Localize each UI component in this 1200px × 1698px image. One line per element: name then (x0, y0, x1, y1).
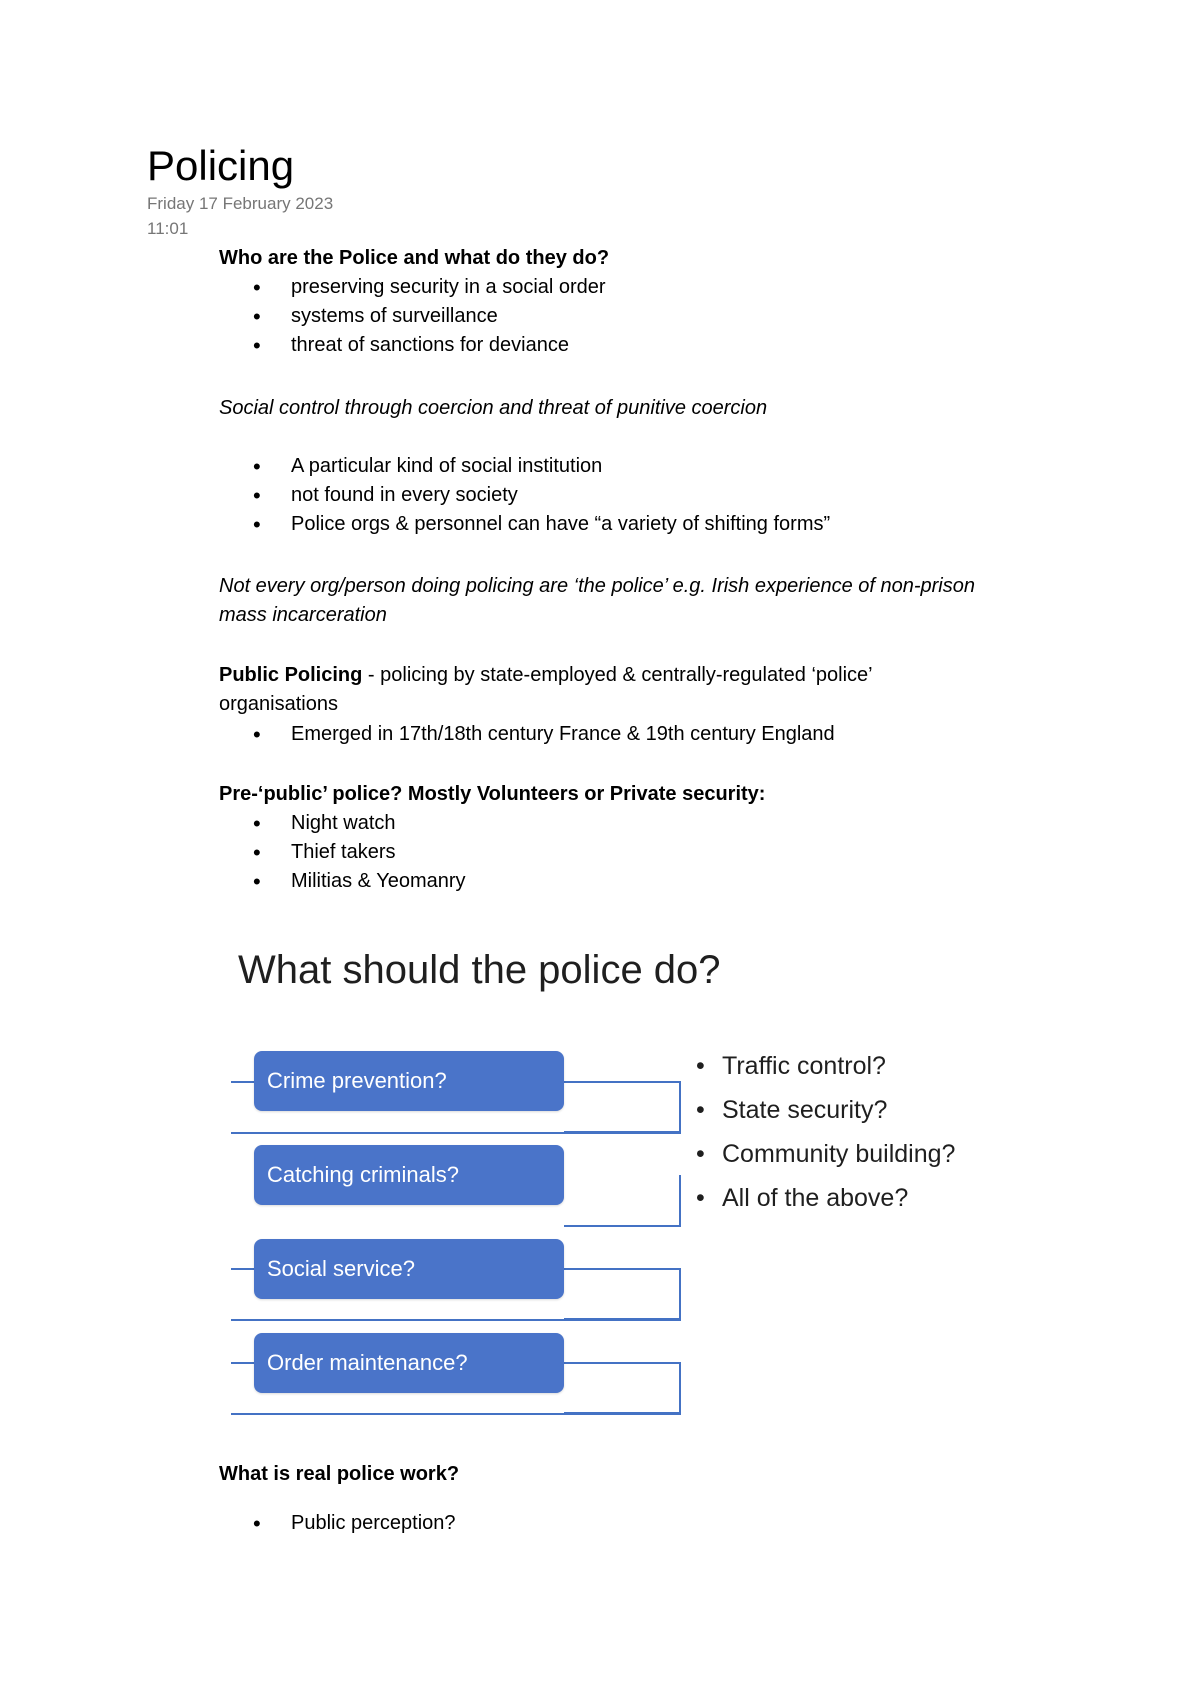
connector-line (564, 1175, 681, 1227)
bullet-list-pre-public (253, 809, 466, 896)
section-heading-who: Who are the Police and what do they do? (219, 247, 610, 269)
pill-crime-prevention: Crime prevention? (254, 1051, 564, 1111)
bullet-list-roles (253, 273, 606, 360)
italic-note-social-control: Social control through coercion and threat of punitive coercion (219, 397, 768, 419)
pill-social-service: Social service? (254, 1239, 564, 1299)
italic-note-not-every-org: Not every org/person doing policing are ‘the police’ e.g. Irish experience of non-prison mass incarceration (219, 575, 975, 626)
connector-line (564, 1362, 681, 1414)
list-item: • threat of sanctions for deviance (253, 331, 606, 360)
list-item: • All of the above? (696, 1176, 955, 1220)
page-time: 11:01 (147, 219, 189, 238)
bullet-list-institution (253, 452, 830, 539)
list-item: • Community building? (696, 1132, 955, 1176)
pill-catching-criminals: Catching criminals? (254, 1145, 564, 1205)
list-item: • systems of surveillance (253, 302, 606, 331)
bullet-list-emerged (253, 720, 835, 749)
list-item: • Thief takers (253, 838, 466, 867)
connector-line (564, 1081, 681, 1133)
connector-line (231, 1132, 681, 1134)
connector-line (564, 1268, 681, 1320)
slide-bullet-list (696, 1044, 955, 1220)
list-item: • not found in every society (253, 481, 830, 510)
connector-line (231, 1413, 681, 1415)
section-heading-real-work: What is real police work? (219, 1463, 460, 1485)
list-item: • preserving security in a social order (253, 273, 606, 302)
connector-line (231, 1362, 255, 1364)
list-item: • State security? (696, 1088, 955, 1132)
bullet-list-real-work (253, 1509, 456, 1538)
pill-order-maintenance: Order maintenance? (254, 1333, 564, 1393)
list-item: • Police orgs & personnel can have “a variety of shifting forms” (253, 510, 830, 539)
list-item: • Militias & Yeomanry (253, 867, 466, 896)
list-item: • Traffic control? (696, 1044, 955, 1088)
connector-line (231, 1268, 255, 1270)
public-policing-text: - policing by state-employed & centrally-regulated ‘police’ organisations (219, 664, 872, 715)
list-item: • Public perception? (253, 1509, 456, 1538)
page-date: Friday 17 February 2023 (147, 194, 334, 213)
connector-line (231, 1319, 681, 1321)
public-policing-definition (219, 661, 964, 719)
list-item: • Night watch (253, 809, 466, 838)
connector-line (231, 1081, 255, 1083)
page-title: Policing (147, 142, 295, 189)
public-policing-term: Public Policing (219, 664, 363, 686)
list-item: • Emerged in 17th/18th century France & 19th century England (253, 720, 835, 749)
section-heading-pre-public: Pre-‘public’ police? Mostly Volunteers or Private security: (219, 783, 766, 805)
slide-title: What should the police do? (238, 948, 721, 992)
list-item: • A particular kind of social institution (253, 452, 830, 481)
